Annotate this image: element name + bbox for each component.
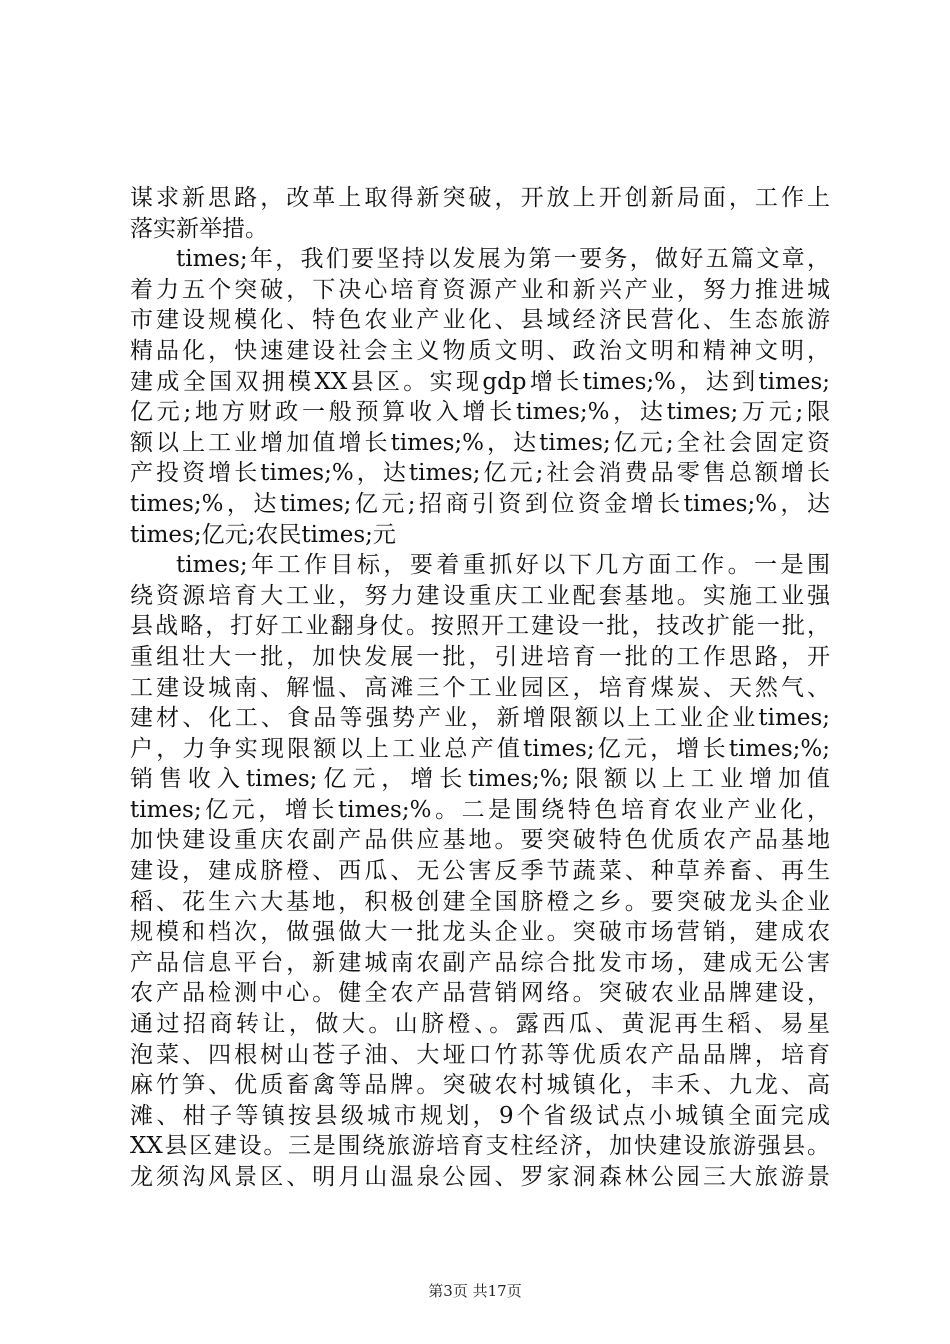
- text-line: 精品化，快速建设社会主义物质文明、政治文明和精神文明，: [130, 337, 830, 364]
- text-line: times;年工作目标，要着重抓好以下几方面工作。一是围: [176, 552, 830, 579]
- text-line: 规模和档次，做强做大一批龙头企业。突破市场营销，建成农: [130, 919, 830, 946]
- text-line: 绕资源培育大工业，努力建设重庆工业配套基地。实施工业强: [130, 582, 830, 609]
- text-line: 建成全国双拥模XX县区。实现gdp增长times;%，达到times;: [130, 368, 830, 395]
- text-line: 工建设城南、解愠、高滩三个工业园区，培育煤炭、天然气、: [130, 674, 830, 701]
- text-line: 产投资增长times;%，达times;亿元;社会消费品零售总额增长: [130, 460, 830, 487]
- text-line: 龙须沟风景区、明月山温泉公园、罗家洞森林公园三大旅游景: [130, 1164, 830, 1190]
- text-line: 建材、化工、食品等强势产业，新增限额以上工业企业times;: [130, 705, 830, 732]
- text-line: 麻竹笋、优质畜禽等品牌。突破农村城镇化，丰禾、九龙、高: [130, 1072, 830, 1099]
- text-line: 滩、柑子等镇按县级城市规划，9个省级试点小城镇全面完成: [130, 1102, 830, 1129]
- text-line: XX县区建设。三是围绕旅游培育支柱经济，加快建设旅游强县。: [130, 1133, 830, 1160]
- text-line: 泡菜、四根树山苍子油、大垭口竹荪等优质农产品品牌，培育: [130, 1041, 830, 1068]
- text-line: times;%，达times;亿元;招商引资到位资金增长times;%，达: [130, 490, 830, 517]
- text-line: 户，力争实现限额以上工业总产值times;亿元，增长times;%;: [130, 735, 830, 762]
- text-line: 重组壮大一批，加快发展一批，引进培育一批的工作思路，开: [130, 643, 830, 670]
- text-line: 县战略，打好工业翻身仗。按照开工建设一批，技改扩能一批，: [130, 613, 830, 640]
- text-line: 额以上工业增加值增长times;%，达times;亿元;全社会固定资: [130, 429, 830, 456]
- text-line: 通过招商转让，做大。山脐橙、。露西瓜、黄泥再生稻、易星: [130, 1011, 830, 1038]
- text-line: 着力五个突破，下决心培育资源产业和新兴产业，努力推进城: [130, 276, 830, 303]
- text-line: 市建设规模化、特色农业产业化、县域经济民营化、生态旅游: [130, 307, 830, 334]
- text-line: 产品信息平台，新建城南农副产品综合批发市场，建成无公害: [130, 949, 830, 976]
- text-line: times;年，我们要坚持以发展为第一要务，做好五篇文章，: [176, 246, 830, 273]
- text-line: 亿元;地方财政一般预算收入增长times;%，达times;万元;限: [130, 399, 830, 426]
- text-line: times;亿元;农民times;元: [130, 521, 396, 548]
- page-footer: 第3页 共17页: [428, 1282, 522, 1300]
- document-body: [130, 183, 830, 1193]
- text-line: times;亿元，增长times;%。二是围绕特色培育农业产业化，: [130, 796, 830, 823]
- text-line: 农产品检测中心。健全农产品营销网络。突破农业品牌建设，: [130, 980, 830, 1007]
- text-line: 销售收入times;亿元，增长times;%;限额以上工业增加值: [130, 766, 830, 793]
- text-line: 建设，建成脐橙、西瓜、无公害反季节蔬菜、种草养畜、再生: [130, 858, 830, 885]
- text-line: 谋求新思路，改革上取得新突破，开放上开创新局面，工作上: [130, 185, 830, 211]
- text-line: 稻、花生六大基地，积极创建全国脐橙之乡。要突破龙头企业: [130, 888, 830, 915]
- text-line: 落实新举措。: [130, 215, 268, 242]
- text-line: 加快建设重庆农副产品供应基地。要突破特色优质农产品基地: [130, 827, 830, 854]
